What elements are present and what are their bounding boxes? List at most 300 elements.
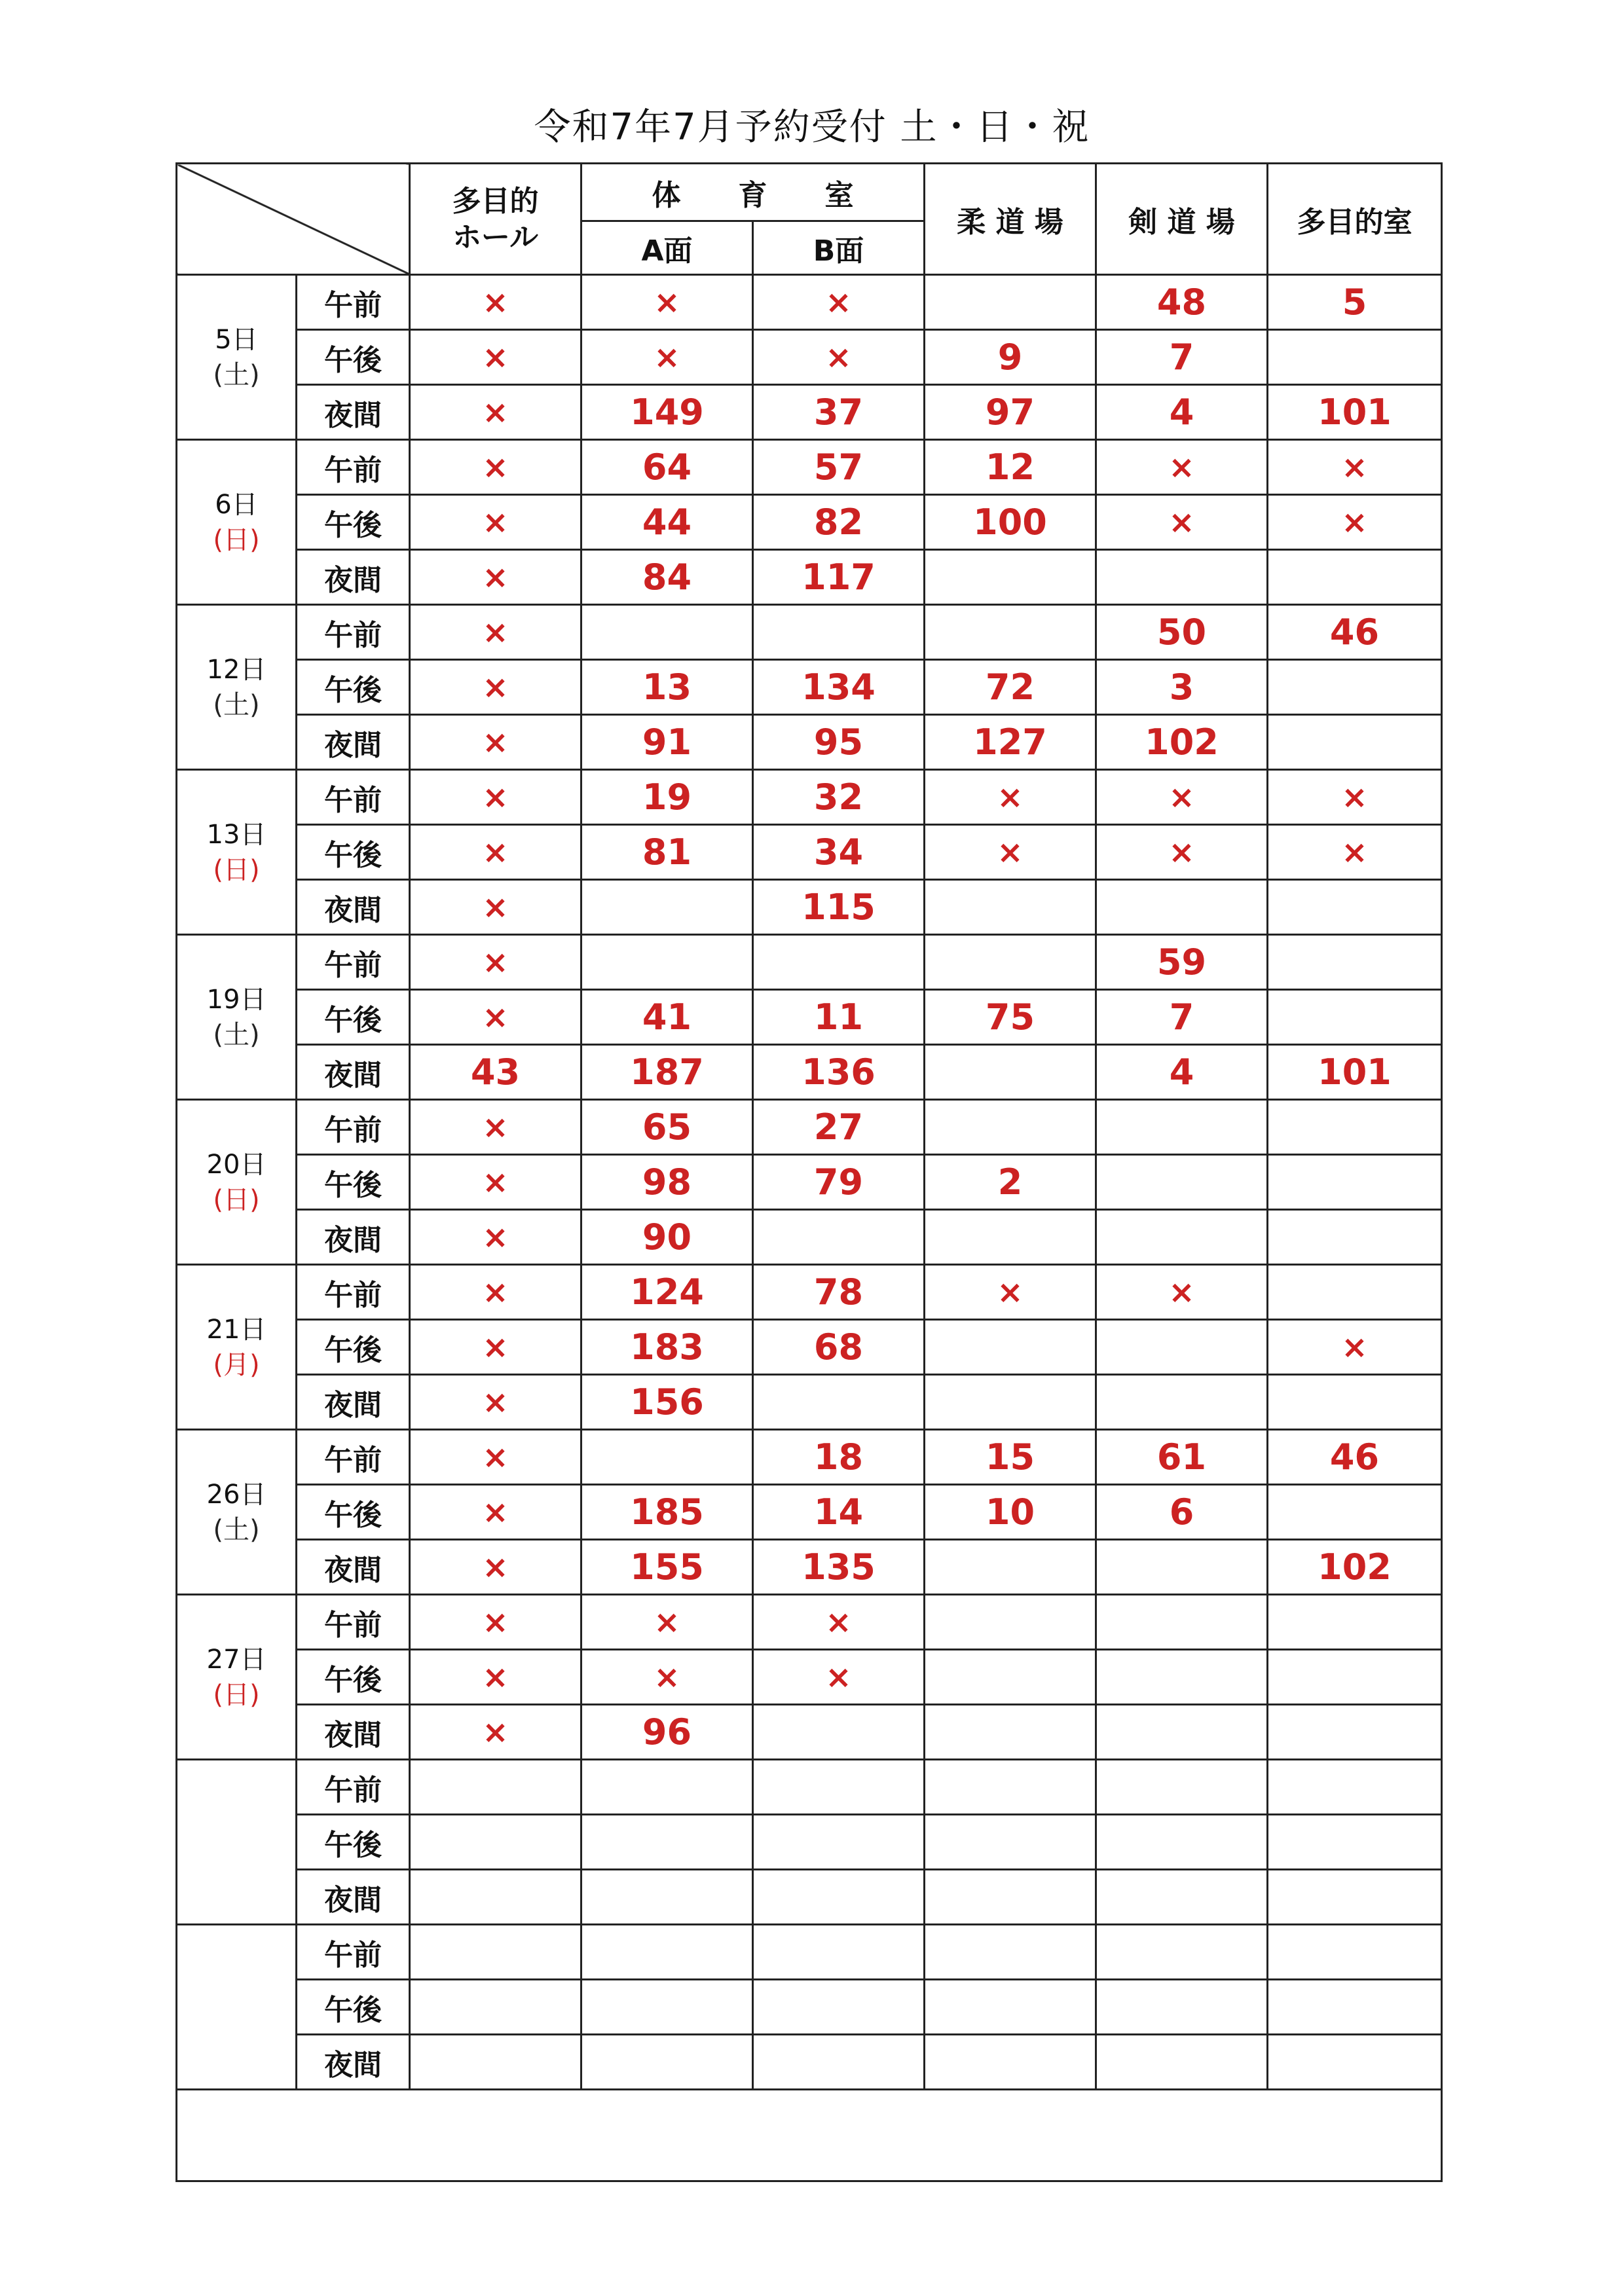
reservation-count [1268, 1980, 1442, 2035]
unavailable-mark: × [581, 330, 753, 385]
unavailable-mark: × [410, 990, 581, 1045]
unavailable-mark: × [410, 1595, 581, 1650]
reservation-count [753, 935, 925, 990]
reservation-count: 136 [753, 1045, 925, 1100]
day-label [177, 935, 297, 1100]
reservation-count: 75 [925, 990, 1096, 1045]
day-label [177, 1430, 297, 1595]
reservation-count [1096, 1155, 1268, 1210]
period-label: 午前 [297, 275, 410, 330]
reservation-count: 50 [1096, 605, 1268, 660]
reservation-count [925, 550, 1096, 605]
reservation-count [581, 1760, 753, 1815]
table-row [177, 1100, 1442, 1155]
unavailable-mark: × [410, 330, 581, 385]
reservation-count: 19 [581, 770, 753, 825]
reservation-count: 37 [753, 385, 925, 440]
day-label [177, 605, 297, 770]
reservation-count [1268, 1870, 1442, 1925]
reservation-count [581, 2035, 753, 2090]
reservation-count [1268, 715, 1442, 770]
day-of-week: (日) [213, 1184, 260, 1215]
table-row [177, 1320, 1442, 1375]
period-label: 夜間 [297, 1705, 410, 1760]
period-label: 夜間 [297, 1870, 410, 1925]
reservation-count [1268, 1155, 1442, 1210]
reservation-count [753, 2035, 925, 2090]
table-row [177, 1705, 1442, 1760]
period-label: 午後 [297, 1650, 410, 1705]
reservation-count: 78 [753, 1265, 925, 1320]
reservation-count [1268, 1210, 1442, 1265]
day-of-week: (土) [213, 689, 260, 720]
day-date: 21日 [206, 1314, 267, 1345]
unavailable-mark: × [410, 1100, 581, 1155]
reservation-count [925, 2035, 1096, 2090]
table-row [177, 1265, 1442, 1320]
unavailable-mark: × [1268, 825, 1442, 880]
reservation-count: 98 [581, 1155, 753, 1210]
reservation-count [925, 1100, 1096, 1155]
reservation-count [1096, 1980, 1268, 2035]
table-row [177, 1980, 1442, 2035]
period-label: 午前 [297, 1595, 410, 1650]
table-row [177, 1155, 1442, 1210]
reservation-count [925, 1925, 1096, 1980]
day-of-week: (土) [213, 1514, 260, 1545]
unavailable-mark: × [410, 1540, 581, 1595]
reservation-count [1096, 1320, 1268, 1375]
unavailable-mark: × [581, 275, 753, 330]
unavailable-mark: × [410, 275, 581, 330]
reservation-count: 3 [1096, 660, 1268, 715]
table-row [177, 1595, 1442, 1650]
reservation-count: 59 [1096, 935, 1268, 990]
reservation-count: 12 [925, 440, 1096, 495]
reservation-count [925, 1760, 1096, 1815]
unavailable-mark: × [1268, 770, 1442, 825]
table-row [177, 385, 1442, 440]
reservation-count: 4 [1096, 1045, 1268, 1100]
header-judo: 柔 道 場 [925, 164, 1096, 275]
reservation-count: 32 [753, 770, 925, 825]
reservation-count: 96 [581, 1705, 753, 1760]
reservation-count [925, 1705, 1096, 1760]
reservation-count [1268, 880, 1442, 935]
table-row [177, 1870, 1442, 1925]
reservation-count [410, 1815, 581, 1870]
reservation-count: 155 [581, 1540, 753, 1595]
reservation-count [581, 605, 753, 660]
reservation-count [581, 880, 753, 935]
reservation-count: 27 [753, 1100, 925, 1155]
reservation-count [1096, 1595, 1268, 1650]
reservation-count [581, 1870, 753, 1925]
table-row [177, 1815, 1442, 1870]
reservation-count [1268, 2035, 1442, 2090]
reservation-count [1268, 1815, 1442, 1870]
day-date: 26日 [206, 1479, 267, 1510]
period-label: 夜間 [297, 2035, 410, 2090]
reservation-count: 46 [1268, 1430, 1442, 1485]
table-row [177, 825, 1442, 880]
reservation-count [1268, 1595, 1442, 1650]
day-date: 13日 [206, 819, 267, 850]
reservation-count: 135 [753, 1540, 925, 1595]
reservation-count: 14 [753, 1485, 925, 1540]
notes-row [177, 2090, 1442, 2181]
reservation-count [1096, 1375, 1268, 1430]
reservation-count: 100 [925, 495, 1096, 550]
reservation-count [1096, 2035, 1268, 2090]
table-row [177, 770, 1442, 825]
reservation-count [753, 1980, 925, 2035]
reservation-count [925, 1870, 1096, 1925]
unavailable-mark: × [410, 770, 581, 825]
unavailable-mark: × [1096, 825, 1268, 880]
unavailable-mark: × [410, 935, 581, 990]
reservation-count: 10 [925, 1485, 1096, 1540]
reservation-count: 90 [581, 1210, 753, 1265]
unavailable-mark: × [410, 550, 581, 605]
reservation-count [1268, 1925, 1442, 1980]
period-label: 午後 [297, 660, 410, 715]
unavailable-mark: × [581, 1595, 753, 1650]
unavailable-mark: × [410, 715, 581, 770]
header-gym: 体 育 室 [581, 164, 925, 221]
unavailable-mark: × [410, 440, 581, 495]
reservation-count [925, 935, 1096, 990]
table-row [177, 275, 1442, 330]
unavailable-mark: × [410, 1485, 581, 1540]
period-label: 午後 [297, 1485, 410, 1540]
reservation-count: 4 [1096, 385, 1268, 440]
reservation-count [753, 605, 925, 660]
unavailable-mark: × [1096, 1265, 1268, 1320]
reservation-count: 84 [581, 550, 753, 605]
header-gym-a: A面 [581, 221, 753, 275]
period-label: 夜間 [297, 1375, 410, 1430]
period-label: 夜間 [297, 880, 410, 935]
day-date: 6日 [215, 489, 258, 520]
period-label: 夜間 [297, 1045, 410, 1100]
reservation-count: 9 [925, 330, 1096, 385]
period-label: 午後 [297, 1155, 410, 1210]
table-row [177, 990, 1442, 1045]
reservation-count: 68 [753, 1320, 925, 1375]
day-of-week: (日) [213, 854, 260, 885]
unavailable-mark: × [410, 1650, 581, 1705]
period-label: 夜間 [297, 715, 410, 770]
reservation-count: 34 [753, 825, 925, 880]
reservation-count: 91 [581, 715, 753, 770]
reservation-count [925, 275, 1096, 330]
header-gym-b: B面 [753, 221, 925, 275]
reservation-count: 48 [1096, 275, 1268, 330]
unavailable-mark: × [925, 770, 1096, 825]
reservation-count [1096, 1650, 1268, 1705]
reservation-count: 102 [1268, 1540, 1442, 1595]
reservation-count [925, 880, 1096, 935]
reservation-count [753, 1375, 925, 1430]
reservation-count [581, 1430, 753, 1485]
reservation-count [925, 1650, 1096, 1705]
reservation-count: 7 [1096, 330, 1268, 385]
reservation-count [753, 1705, 925, 1760]
table-row [177, 495, 1442, 550]
reservation-count [1268, 1485, 1442, 1540]
reservation-count [753, 1815, 925, 1870]
unavailable-mark: × [410, 385, 581, 440]
unavailable-mark: × [753, 1595, 925, 1650]
reservation-count [1268, 1375, 1442, 1430]
day-date: 19日 [206, 984, 267, 1015]
reservation-count [1268, 1705, 1442, 1760]
reservation-count: 2 [925, 1155, 1096, 1210]
period-label: 午後 [297, 1815, 410, 1870]
table-row [177, 1210, 1442, 1265]
reservation-count [1268, 1650, 1442, 1705]
reservation-count [581, 1980, 753, 2035]
period-label: 午後 [297, 1320, 410, 1375]
reservation-count [410, 1760, 581, 1815]
unavailable-mark: × [410, 1265, 581, 1320]
reservation-count: 156 [581, 1375, 753, 1430]
unavailable-mark: × [753, 275, 925, 330]
reservation-count [1268, 550, 1442, 605]
reservation-count: 102 [1096, 715, 1268, 770]
table-row [177, 715, 1442, 770]
reservation-count: 41 [581, 990, 753, 1045]
reservation-count: 134 [753, 660, 925, 715]
unavailable-mark: × [753, 330, 925, 385]
corner-cell [177, 164, 410, 275]
day-date: 27日 [206, 1644, 267, 1675]
reservation-count: 82 [753, 495, 925, 550]
reservation-count: 117 [753, 550, 925, 605]
unavailable-mark: × [1096, 440, 1268, 495]
unavailable-mark: × [410, 1210, 581, 1265]
reservation-count [1096, 1925, 1268, 1980]
reservation-count [925, 1375, 1096, 1430]
reservation-count [753, 1925, 925, 1980]
period-label: 午前 [297, 1265, 410, 1320]
table-row [177, 1430, 1442, 1485]
reservation-count: 46 [1268, 605, 1442, 660]
period-label: 午前 [297, 1430, 410, 1485]
reservation-count [1096, 550, 1268, 605]
table-row [177, 605, 1442, 660]
reservation-count: 61 [1096, 1430, 1268, 1485]
table-row [177, 660, 1442, 715]
period-label: 夜間 [297, 1540, 410, 1595]
reservation-count: 81 [581, 825, 753, 880]
table-row [177, 440, 1442, 495]
table-row [177, 880, 1442, 935]
unavailable-mark: × [925, 1265, 1096, 1320]
reservation-count [1268, 935, 1442, 990]
reservation-count [925, 1210, 1096, 1265]
table-row [177, 935, 1442, 990]
reservation-count [1096, 1870, 1268, 1925]
day-date: 5日 [215, 324, 258, 355]
day-date: 20日 [206, 1149, 267, 1180]
table-row [177, 1485, 1442, 1540]
reservation-count [581, 935, 753, 990]
table-row [177, 1760, 1442, 1815]
reservation-count [925, 1595, 1096, 1650]
unavailable-mark: × [410, 1155, 581, 1210]
table-row [177, 550, 1442, 605]
reservation-count: 7 [1096, 990, 1268, 1045]
day-label [177, 440, 297, 605]
table-row [177, 1540, 1442, 1595]
reservation-count [1096, 880, 1268, 935]
reservation-count [925, 1815, 1096, 1870]
day-date: 12日 [206, 654, 267, 685]
reservation-count: 44 [581, 495, 753, 550]
table-row [177, 1045, 1442, 1100]
unavailable-mark: × [410, 660, 581, 715]
reservation-count [925, 1045, 1096, 1100]
period-label: 夜間 [297, 1210, 410, 1265]
reservation-count [753, 1760, 925, 1815]
period-label: 午後 [297, 825, 410, 880]
day-of-week: (日) [213, 1679, 260, 1710]
reservation-count [1096, 1100, 1268, 1155]
period-label: 午後 [297, 990, 410, 1045]
reservation-count: 115 [753, 880, 925, 935]
reservation-count: 101 [1268, 1045, 1442, 1100]
period-label: 午後 [297, 330, 410, 385]
reservation-count [410, 1870, 581, 1925]
table-row [177, 2035, 1442, 2090]
reservation-count [925, 1320, 1096, 1375]
unavailable-mark: × [410, 880, 581, 935]
reservation-count: 11 [753, 990, 925, 1045]
reservation-count: 65 [581, 1100, 753, 1155]
reservation-count: 13 [581, 660, 753, 715]
reservation-count: 101 [1268, 385, 1442, 440]
reservation-count: 127 [925, 715, 1096, 770]
reservation-count [1096, 1540, 1268, 1595]
day-label [177, 1760, 297, 1925]
reservation-count [1268, 1265, 1442, 1320]
period-label: 午後 [297, 495, 410, 550]
reservation-count: 72 [925, 660, 1096, 715]
reservation-count: 43 [410, 1045, 581, 1100]
period-label: 午前 [297, 1100, 410, 1155]
day-label [177, 1265, 297, 1430]
period-label: 夜間 [297, 550, 410, 605]
reservation-count [581, 1815, 753, 1870]
period-label: 午前 [297, 935, 410, 990]
unavailable-mark: × [581, 1650, 753, 1705]
unavailable-mark: × [410, 1705, 581, 1760]
day-of-week: (土) [213, 359, 260, 390]
reservation-count [1096, 1760, 1268, 1815]
reservation-count: 18 [753, 1430, 925, 1485]
unavailable-mark: × [1268, 1320, 1442, 1375]
period-label: 午前 [297, 440, 410, 495]
unavailable-mark: × [410, 825, 581, 880]
table-row [177, 330, 1442, 385]
header-kendo: 剣 道 場 [1096, 164, 1268, 275]
table-row [177, 1650, 1442, 1705]
page-title: 令和7年7月予約受付 土・日・祝 [534, 106, 1090, 149]
day-label [177, 770, 297, 935]
reservation-count [925, 1980, 1096, 2035]
reservation-count [410, 2035, 581, 2090]
period-label: 午前 [297, 1760, 410, 1815]
day-label [177, 275, 297, 440]
period-label: 午前 [297, 1925, 410, 1980]
period-label: 夜間 [297, 385, 410, 440]
reservation-count [1096, 1705, 1268, 1760]
day-label [177, 1925, 297, 2090]
reservation-count: 149 [581, 385, 753, 440]
unavailable-mark: × [410, 1430, 581, 1485]
unavailable-mark: × [1096, 770, 1268, 825]
reservation-count [925, 605, 1096, 660]
reservation-count: 6 [1096, 1485, 1268, 1540]
reservation-count [1096, 1210, 1268, 1265]
unavailable-mark: × [1096, 495, 1268, 550]
day-of-week: (月) [213, 1349, 260, 1380]
reservation-count [1268, 1100, 1442, 1155]
unavailable-mark: × [753, 1650, 925, 1705]
reservation-count: 97 [925, 385, 1096, 440]
period-label: 午前 [297, 605, 410, 660]
reservation-count [410, 1980, 581, 2035]
unavailable-mark: × [925, 825, 1096, 880]
unavailable-mark: × [1268, 440, 1442, 495]
reservation-count [1268, 660, 1442, 715]
table-row [177, 1375, 1442, 1430]
reservation-count [1268, 330, 1442, 385]
day-label [177, 1100, 297, 1265]
reservation-count [1268, 1760, 1442, 1815]
reservation-count: 185 [581, 1485, 753, 1540]
reservation-count [581, 1925, 753, 1980]
reservation-count: 187 [581, 1045, 753, 1100]
reservation-count [410, 1925, 581, 1980]
reservation-count: 95 [753, 715, 925, 770]
reservation-count: 64 [581, 440, 753, 495]
period-label: 午前 [297, 770, 410, 825]
reservation-count [1096, 1815, 1268, 1870]
period-label: 午後 [297, 1980, 410, 2035]
header-multi-room: 多目的室 [1268, 164, 1442, 275]
unavailable-mark: × [1268, 495, 1442, 550]
reservation-table [175, 162, 1443, 2182]
reservation-count: 5 [1268, 275, 1442, 330]
day-label [177, 1595, 297, 1760]
day-of-week: (土) [213, 1019, 260, 1050]
reservation-count: 183 [581, 1320, 753, 1375]
reservation-count [1268, 990, 1442, 1045]
reservation-count: 57 [753, 440, 925, 495]
reservation-count: 124 [581, 1265, 753, 1320]
day-of-week: (日) [213, 524, 260, 555]
reservation-count: 79 [753, 1155, 925, 1210]
unavailable-mark: × [410, 1320, 581, 1375]
table-row [177, 1925, 1442, 1980]
header-hall: 多目的 ホール [410, 164, 581, 275]
reservation-count: 15 [925, 1430, 1096, 1485]
reservation-count [925, 1540, 1096, 1595]
unavailable-mark: × [410, 1375, 581, 1430]
